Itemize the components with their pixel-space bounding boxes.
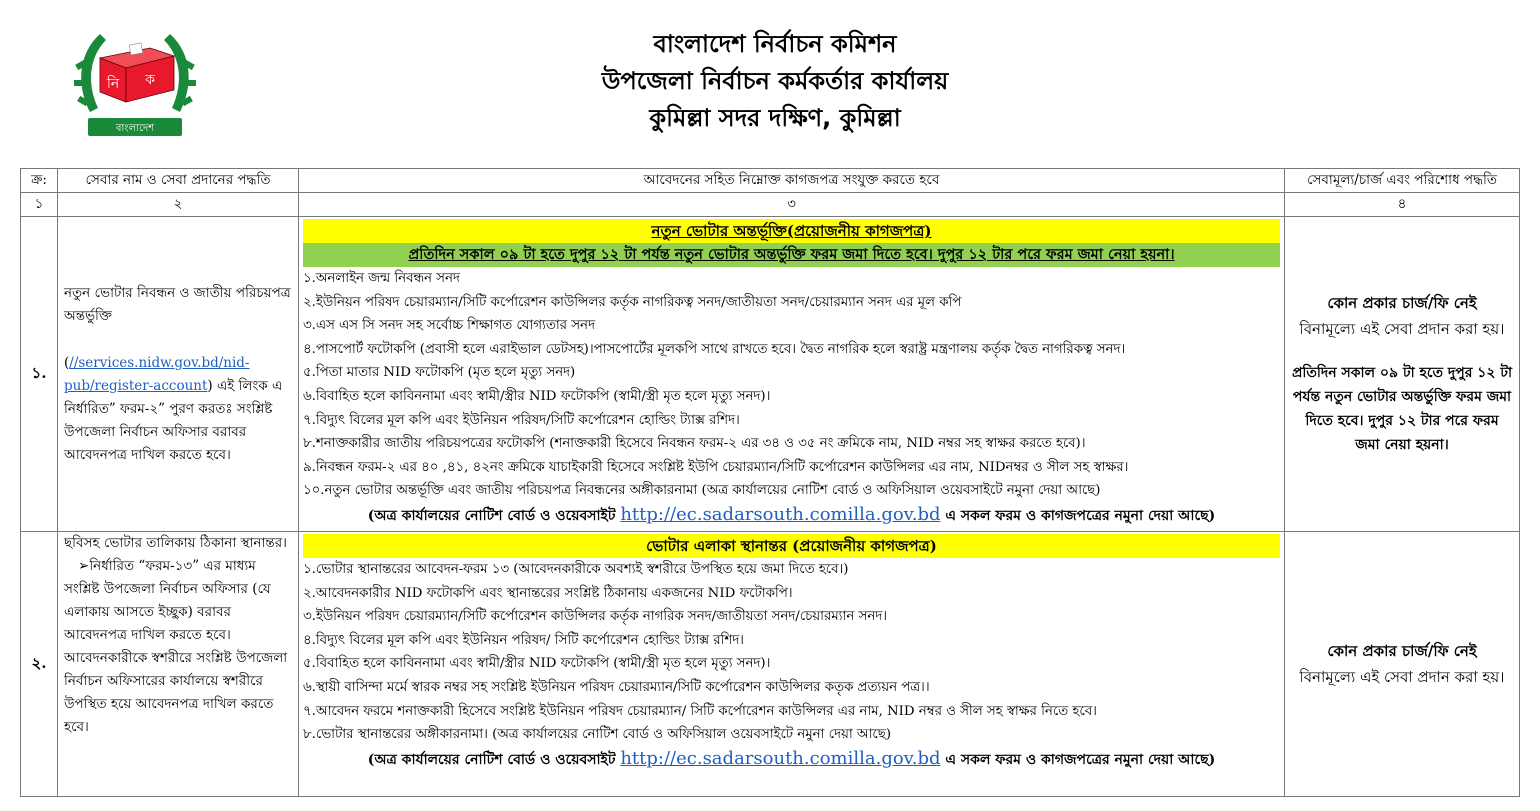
fee-time-note: প্রতিদিন সকাল ০৯ টা হতে দুপুর ১২ টা পর্যন্ত নতুন ভোটার অন্তর্ভুক্তি ফরম জমা দিতে হবে। দুপুর ১২ টার পরে ফরম জমা নেয়া হয়না। xyxy=(1291,364,1513,453)
submission-time-notice: প্রতিদিন সকাল ০৯ টা হতে দুপুর ১২ টা পর্যন্ত নতুন ভোটার অন্তর্ভুক্তি ফরম জমা দিতে হবে। দুপুর ১২ টার পরে ফরম জমা নেয়া হয়না। xyxy=(303,243,1280,267)
document-item: ৬.স্থায়ী বাসিন্দা মর্মে স্বারক নম্বর সহ সংশ্লিষ্ট ইউনিয়ন পরিষদ চেয়ারম্যান/সিটি কর্পোরেশন কাউন্সিলর কতৃক প্রত্যয়ন পত্র।। xyxy=(303,679,930,695)
col-number: ৪ xyxy=(1285,193,1520,217)
required-documents xyxy=(299,532,1285,797)
table-header-row xyxy=(21,169,1520,193)
col-header-serial: ক্র: xyxy=(21,169,58,193)
logo-text: নি xyxy=(106,76,120,92)
fee-title: কোন প্রকার চার্জ/ফি নেই xyxy=(1327,641,1477,660)
document-item: ৯.নিবন্ধন ফরম-২ এর ৪০ ,৪১, ৪২নং ক্রমিকে যাচাইকারী হিসেবে সংশ্লিষ্ট ইউপি চেয়ারম্যান/সিটি কর্পোরেশন কাউন্সিলর এর নাম, NIDনম্বর ও সীল সহ স্বাক্ষর। xyxy=(303,459,1129,475)
fee-text: বিনামূল্যে এই সেবা প্রদান করা হয়। xyxy=(1299,667,1505,686)
title-commission: বাংলাদেশ নির্বাচন কমিশন xyxy=(653,30,897,58)
document-item: ৮.ভোটার স্থানান্তরের অঙ্গীকারনামা। (অত্র কার্যালয়ের নোটিশ বোর্ড ও অফিসিয়াল ওয়েবসাইটে নমুনা দেয়া আছে) xyxy=(303,727,892,743)
serial-number: ২. xyxy=(21,532,58,797)
col-number: ২ xyxy=(58,193,299,217)
table-row xyxy=(21,217,1520,532)
fee-info xyxy=(1285,217,1520,532)
document-item: ৪.পাসপোর্ট ফটোকপি (প্রবাসী হলে এরাইভাল ডেটসহ)।পাসপোর্টের মূলকপি সাথে রাখতে হবে। দ্বৈত নাগরিক হলে স্বরাষ্ট্র মন্ত্রণালয় কর্তৃক দ্বৈত নাগরিকত্ব সনদ। xyxy=(303,341,1126,357)
fee-title: কোন প্রকার চার্জ/ফি নেই xyxy=(1327,293,1477,312)
election-commission-logo xyxy=(70,22,200,142)
col-number: ১ xyxy=(21,193,58,217)
document-item: ২.আবেদনকারীর NID ফটোকপি এবং স্থানান্তরের সংশ্লিষ্ট ঠিকানায় একজনের NID ফটোকপি। xyxy=(303,585,793,601)
required-documents xyxy=(299,217,1285,532)
document-item: ৫.পিতা মাতার NID ফটোকপি (মৃত হলে মৃত্যু সনদ) xyxy=(303,365,576,381)
document-item: ৬.বিবাহিত হলে কাবিননামা এবং স্বামী/স্ত্রীর NID ফটোকপি (স্বামী/স্ত্রী মৃত হলে মৃত্যু সনদ)। xyxy=(303,388,771,404)
col-header-service: সেবার নাম ও সেবা প্রদানের পদ্ধতি xyxy=(58,169,299,193)
title-office: উপজেলা নির্বাচন কর্মকর্তার কার্যালয় xyxy=(601,67,949,95)
document-item: ১.ভোটার স্থানান্তরের আবেদন-ফরম ১৩ (আবেদনকারীকে অবশ্যই স্বশরীরে উপস্থিত হয়ে জমা দিতে হবে।) xyxy=(303,562,849,577)
forms-notice: (অত্র কার্যালয়ের নোটিশ বোর্ড ও ওয়েবসাইট http://ec.sadarsouth.comilla.gov.bd এ সকল ফরম ও কাগজপত্রের নমুনা দেয়া আছে) xyxy=(367,747,1216,769)
col-number: ৩ xyxy=(299,193,1285,217)
document-item: ৪.বিদ্যুৎ বিলের মূল কপি এবং ইউনিয়ন পরিষদ/ সিটি কর্পোরেশন হোল্ডিং ট্যাক্স রশিদ। xyxy=(303,632,744,648)
document-item: ৭.বিদ্যুৎ বিলের মূল কপি এবং ইউনিয়ন পরিষদ/সিটি কর্পোরেশন হোল্ডিং ট্যাক্স রশিদ। xyxy=(303,412,740,428)
services-table xyxy=(20,168,1520,797)
document-item: ১০.নতুন ভোটার অন্তর্ভূক্তি এবং জাতীয় পরিচয়পত্র নিবন্ধনের অঙ্গীকারনামা (অত্র কার্যালয়ের নোটিশ বোর্ড ও অফিসিয়াল ওয়েবসাইটে নমুনা দেয়া আছে) xyxy=(303,483,1101,499)
document-item: ৩.এস এস সি সনদ সহ সর্বোচ্চ শিক্ষাগত যোগ্যতার সনদ xyxy=(303,318,595,334)
service-description xyxy=(58,532,299,797)
office-website-link[interactable]: http://ec.sadarsouth.comilla.gov.bd xyxy=(620,747,941,769)
service-description xyxy=(58,217,299,532)
serial-number: ১. xyxy=(21,217,58,532)
document-item: ৮.শনাক্তকারীর জাতীয় পরিচয়পত্রের ফটোকপি (শনাক্তকারী হিসেবে নিবন্ধন ফরম-২ এর ৩৪ ও ৩৫ নং ক্রমিকে নাম, NID নম্বর সহ স্বাক্ষর করতে হবে)। xyxy=(303,436,1086,452)
office-website-link[interactable]: http://ec.sadarsouth.comilla.gov.bd xyxy=(620,503,941,525)
logo-ribbon-text: বাংলাদেশ xyxy=(115,123,155,134)
table-row xyxy=(21,532,1520,797)
arrow-bullet-icon: ➢ xyxy=(78,558,90,574)
document-item: ৭.আবেদন ফরমে শনাক্তকারী হিসেবে সংশ্লিষ্ট ইউনিয়ন পরিষদ চেয়ারম্যান/ সিটি কর্পোরেশন কাউন্সিলর এর নাম, NID নম্বর ও সীল সহ স্বাক্ষর নিতে হবে। xyxy=(303,703,1097,719)
svg-text:ক: ক xyxy=(145,72,155,88)
fee-text: বিনামূল্যে এই সেবা প্রদান করা হয়। xyxy=(1299,319,1505,338)
document-item: ৫.বিবাহিত হলে কাবিননামা এবং স্বামী/স্ত্রীর NID ফটোকপি (স্বামী/স্ত্রী মৃত হলে মৃত্যু সনদ)। xyxy=(303,656,771,672)
service-instructions: ) এই লিংক এ নির্ধারিত” ফরম-২” পুরণ করতঃ সংশ্লিষ্ট উপজেলা নির্বাচন অফিসার বরাবর আবেদনপত্র দাখিল করতে হবে। xyxy=(64,377,283,463)
service-instructions: নির্ধারিত “ফরম-১৩” এর মাধ্যম সংশ্লিষ্ট উপজেলা নির্বাচন অফিসার (যে এলাকায় আসতে ইচ্ছুক) বরাবর আবেদনপত্র দাখিল করতে হবে। আবেদনকারীকে স্বশরীরে সংশ্লিষ্ট উপজেলা নির্বাচন অফিসারের কার্যালয়ে স্বশরীরে উপস্থিত হয়ে আবেদনপত্র দাখিল করতে হবে। xyxy=(64,558,288,735)
documents-heading: নতুন ভোটার অন্তর্ভূক্তি(প্রয়োজনীয় কাগজপত্র) xyxy=(303,219,1280,243)
service-name: নতুন ভোটার নিবন্ধন ও জাতীয় পরিচয়পত্র অন্তর্ভুক্তি xyxy=(64,284,291,324)
document-item: ৩.ইউনিয়ন পরিষদ চেয়ারম্যান/সিটি কর্পোরেশন কাউন্সিলর কর্তৃক নাগরিক সনদ/জাতীয়তা সনদ/চেয়ারম্যান সনদ। xyxy=(303,609,888,625)
page-header xyxy=(540,26,1010,137)
fee-info xyxy=(1285,532,1520,797)
paren: ( xyxy=(64,354,70,371)
col-header-documents: আবেদনের সহিত নিম্নোক্ত কাগজপত্র সংযুক্ত করতে হবে xyxy=(299,169,1285,193)
col-header-fee: সেবামূল্য/চার্জ এবং পরিশোধ পদ্ধতি xyxy=(1285,169,1520,193)
column-number-row xyxy=(21,193,1520,217)
service-name: ছবিসহ ভোটার তালিকায় ঠিকানা স্থানান্তর। xyxy=(64,535,287,551)
nid-register-link[interactable]: //services.nidw.gov.bd/nid-pub/register-account xyxy=(64,354,250,394)
document-item: ২.ইউনিয়ন পরিষদ চেয়ারম্যান/সিটি কর্পোরেশন কাউন্সিলর কর্তৃক নাগরিকত্ব সনদ/জাতীয়তা সনদ/চেয়ারম্যান সনদ এর মূল কপি xyxy=(303,294,962,310)
document-item: ১.অনলাইন জন্ম নিবন্ধন সনদ xyxy=(303,271,460,286)
title-location: কুমিল্লা সদর দক্ষিণ, কুমিল্লা xyxy=(649,104,901,132)
forms-notice: (অত্র কার্যালয়ের নোটিশ বোর্ড ও ওয়েবসাইট http://ec.sadarsouth.comilla.gov.bd এ সকল ফরম ও কাগজপত্রের নমুনা দেয়া আছে) xyxy=(367,503,1216,525)
documents-heading: ভোটার এলাকা স্থানান্তর (প্রয়োজনীয় কাগজপত্র) xyxy=(303,534,1280,558)
